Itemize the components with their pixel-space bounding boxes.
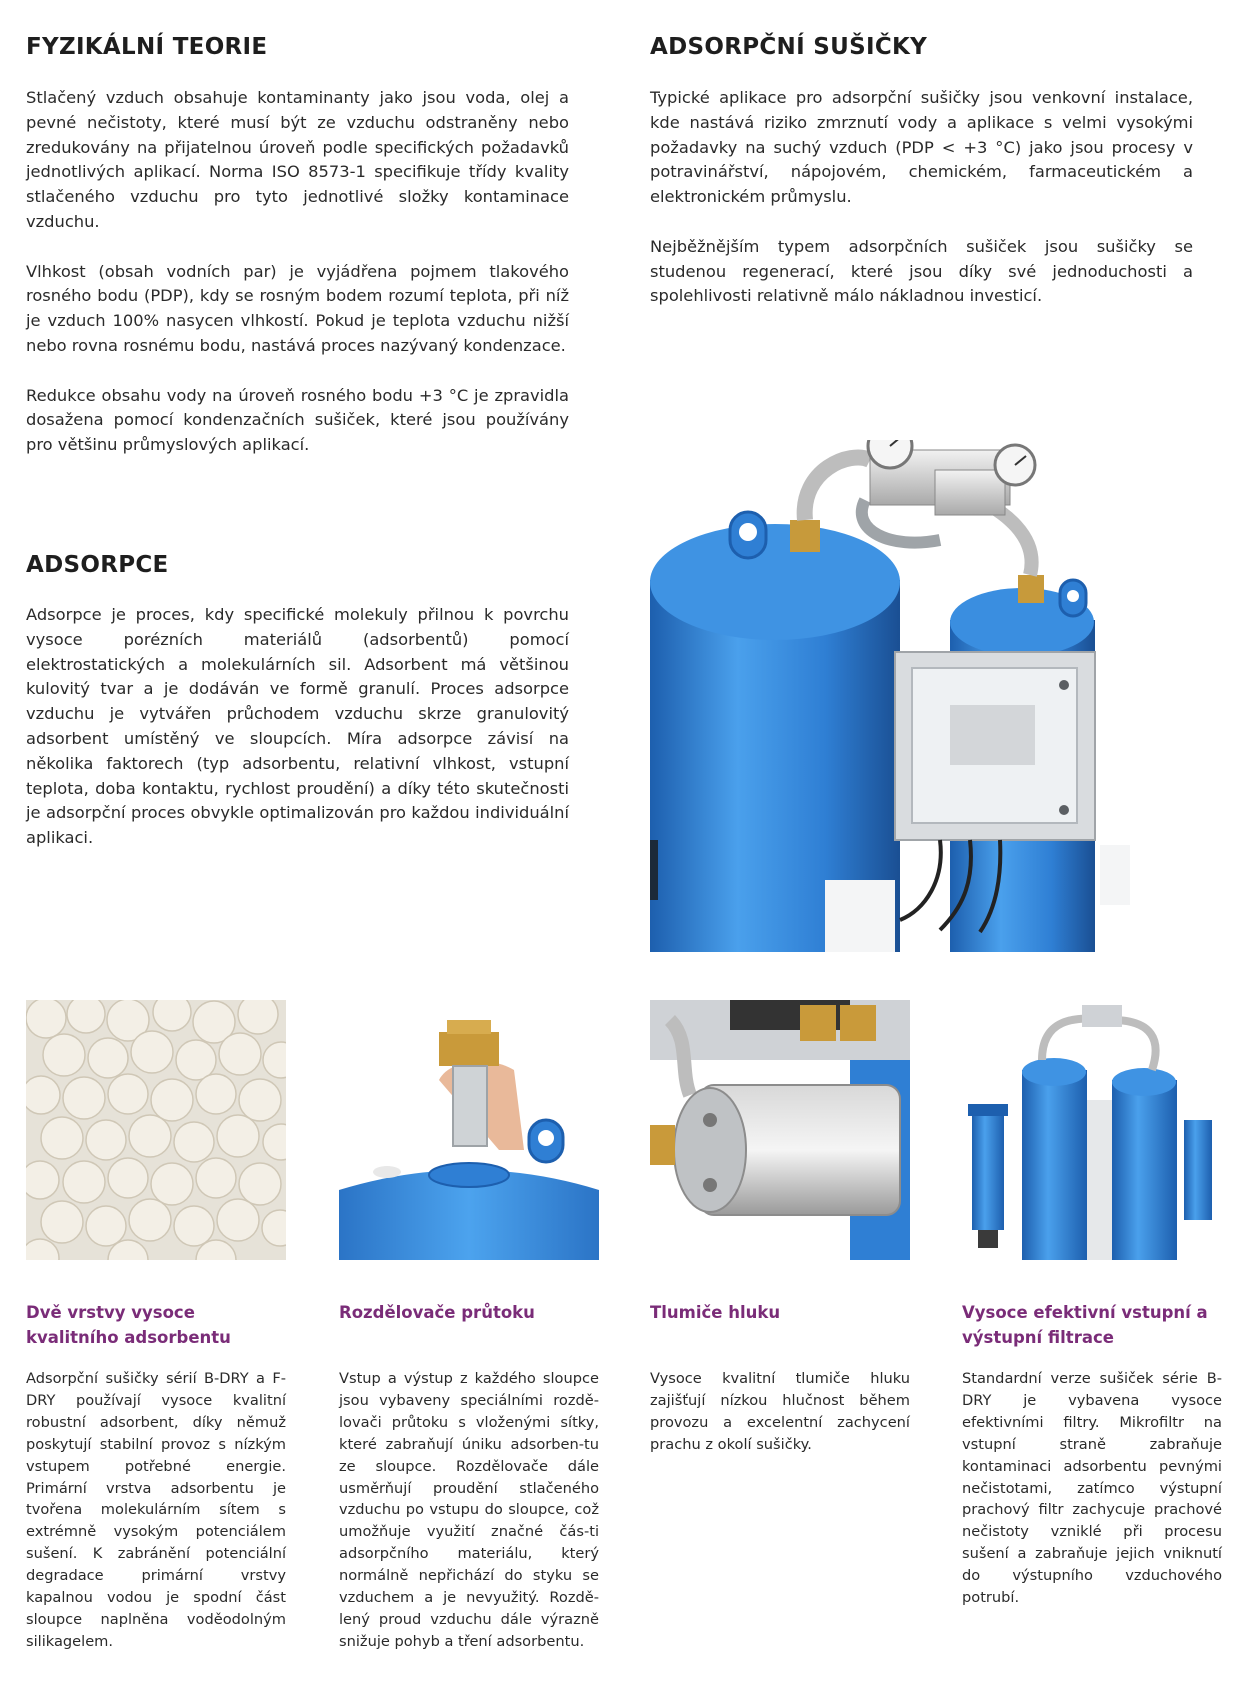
paragraph: Nejběžnějším typem adsorpčních sušiček jsou sušičky se studenou regenerací, které jsou díky své jednoduchosti a spolehlivosti relativně málo nákladnou investicí. — [650, 236, 1193, 306]
adsorption-text — [26, 603, 569, 876]
feature-flow-distributors — [339, 1300, 599, 1653]
heading-physical-theory: FYZIKÁLNÍ TEORIE — [26, 34, 268, 60]
feature-title: Tlumiče hluku — [650, 1303, 781, 1322]
heading-adsorption: ADSORPCE — [26, 552, 169, 578]
paragraph: Typické aplikace pro adsorpční sušičky jsou venkovní instalace, kde nastává riziko zmrznutí vody a aplikace s velmi vysokými požadavky na suchý vzduch (PDP < +3 °C) jako jsou procesy v potravinářství, nápojovém, chemickém, farmaceutickém a elektronickém průmyslu. — [650, 88, 1193, 207]
feature-text: Vysoce kvalitní tlumiče hluku zajišťují nízkou hlučnost během provozu a excelentní zachycení prachu z okolí sušičky. — [650, 1370, 910, 1453]
feature-title: Rozdělovače průtoku — [339, 1303, 535, 1322]
paragraph: Vlhkost (obsah vodních par) je vyjádřena pojmem tlakového rosného bodu (PDP), kdy se rosným bodem rozumí teplota, při níž je vzduch 100% nasycen vlhkostí. Pokud je teplota vzduchu nižší nebo rovna rosnému bodu, nastává proces nazývaný kondenzace. — [26, 261, 569, 355]
filtration-image — [962, 1000, 1222, 1260]
feature-title: Dvě vrstvy vysoce kvalitního adsorbentu — [26, 1303, 231, 1347]
feature-adsorbent — [26, 1300, 286, 1653]
adsorbent-granules-image — [26, 1000, 286, 1260]
adsorption-dryers-text — [650, 86, 1193, 334]
feature-filtration — [962, 1300, 1222, 1609]
feature-text: Standardní verze sušiček série B-DRY je vybavena vysoce efektivními filtry. Mikrofiltr na vstupní straně zabraňuje kontaminaci adsorbentu pevnými nečistotami, zatímco výstupní prachový filtr zachycuje prachové nečistoty vzniklé při procesu sušení a zabraňuje jejich vniknutí do výstupního vzduchového potrubí. — [962, 1370, 1222, 1607]
paragraph: Stlačený vzduch obsahuje kontaminanty jako jsou voda, olej a pevné nečistoty, které musí být ze vzduchu odstraněny nebo zredukovány na přijatelnou úroveň podle specifických požadavků jednotlivých aplikací. Norma ISO 8573-1 specifikuje třídy kvality stlačeného vzduchu pro tyto jednotlivé složky kontaminace vzduchu. — [26, 88, 569, 231]
feature-text: Vstup a výstup z každého sloupce jsou vybaveny speciálními rozdě-lovači průtoku s vloženými sítky, které zabraňují úniku adsorben-tu ze sloupce. Rozdělovače dále usměrňují proudění stlačeného vzduchu po vstupu do sloupce, což umožňuje využití značné čás-ti adsorpčního materiálu, který normálně nepřichází do styku se vzduchem a je nevyužitý. Rozdě-lený proud vzduchu dále výrazně snižuje pohyb a tření adsorbentu. — [339, 1370, 599, 1650]
paragraph: Adsorpce je proces, kdy specifické molekuly přilnou k povrchu vysoce porézních materiálů (adsorbentů) pomocí elektrostatických a molekulárních sil. Adsorbent má většinou kulovitý tvar a je dodáván ve formě granulí. Proces adsorpce vzduchu je vytvářen průchodem vzduchu skrze granulovitý adsorbent umístěný ve sloupcích. Míra adsorpce závisí na několika faktorech (typ adsorbentu, relativní vlhkost, vstupní teplota, doba kontaktu, rychlost proudění) a díky této skutečnosti je adsorpční proces obvykle optimalizován pro každou individuální aplikaci. — [26, 605, 569, 848]
silencer-image — [650, 1000, 910, 1260]
heading-adsorption-dryers: ADSORPČNÍ SUŠIČKY — [650, 34, 928, 60]
dryer-product-image — [650, 440, 1130, 952]
flow-distributor-image — [339, 1000, 599, 1260]
paragraph: Redukce obsahu vody na úroveň rosného bodu +3 °C je zpravidla dosažena pomocí kondenzačních sušiček, které jsou používány pro většinu průmyslových aplikací. — [26, 385, 569, 455]
feature-silencers — [650, 1300, 910, 1456]
feature-title: Vysoce efektivní vstupní a výstupní filtrace — [962, 1303, 1208, 1347]
feature-text: Adsorpční sušičky sérií B-DRY a F-DRY používají vysoce kvalitní robustní adsorbent, díky němuž poskytují stabilní provoz s nízkým vstupem potřebné energie. Primární vrstva adsorbentu je tvořena molekulárním sítem s extrémně vysokým potenciálem sušení. K zabránění potenciální degradace primární vrstvy kapalnou vodou je spodní část sloupce naplněna voděodolným silikagelem. — [26, 1370, 286, 1650]
physical-theory-text — [26, 86, 569, 483]
